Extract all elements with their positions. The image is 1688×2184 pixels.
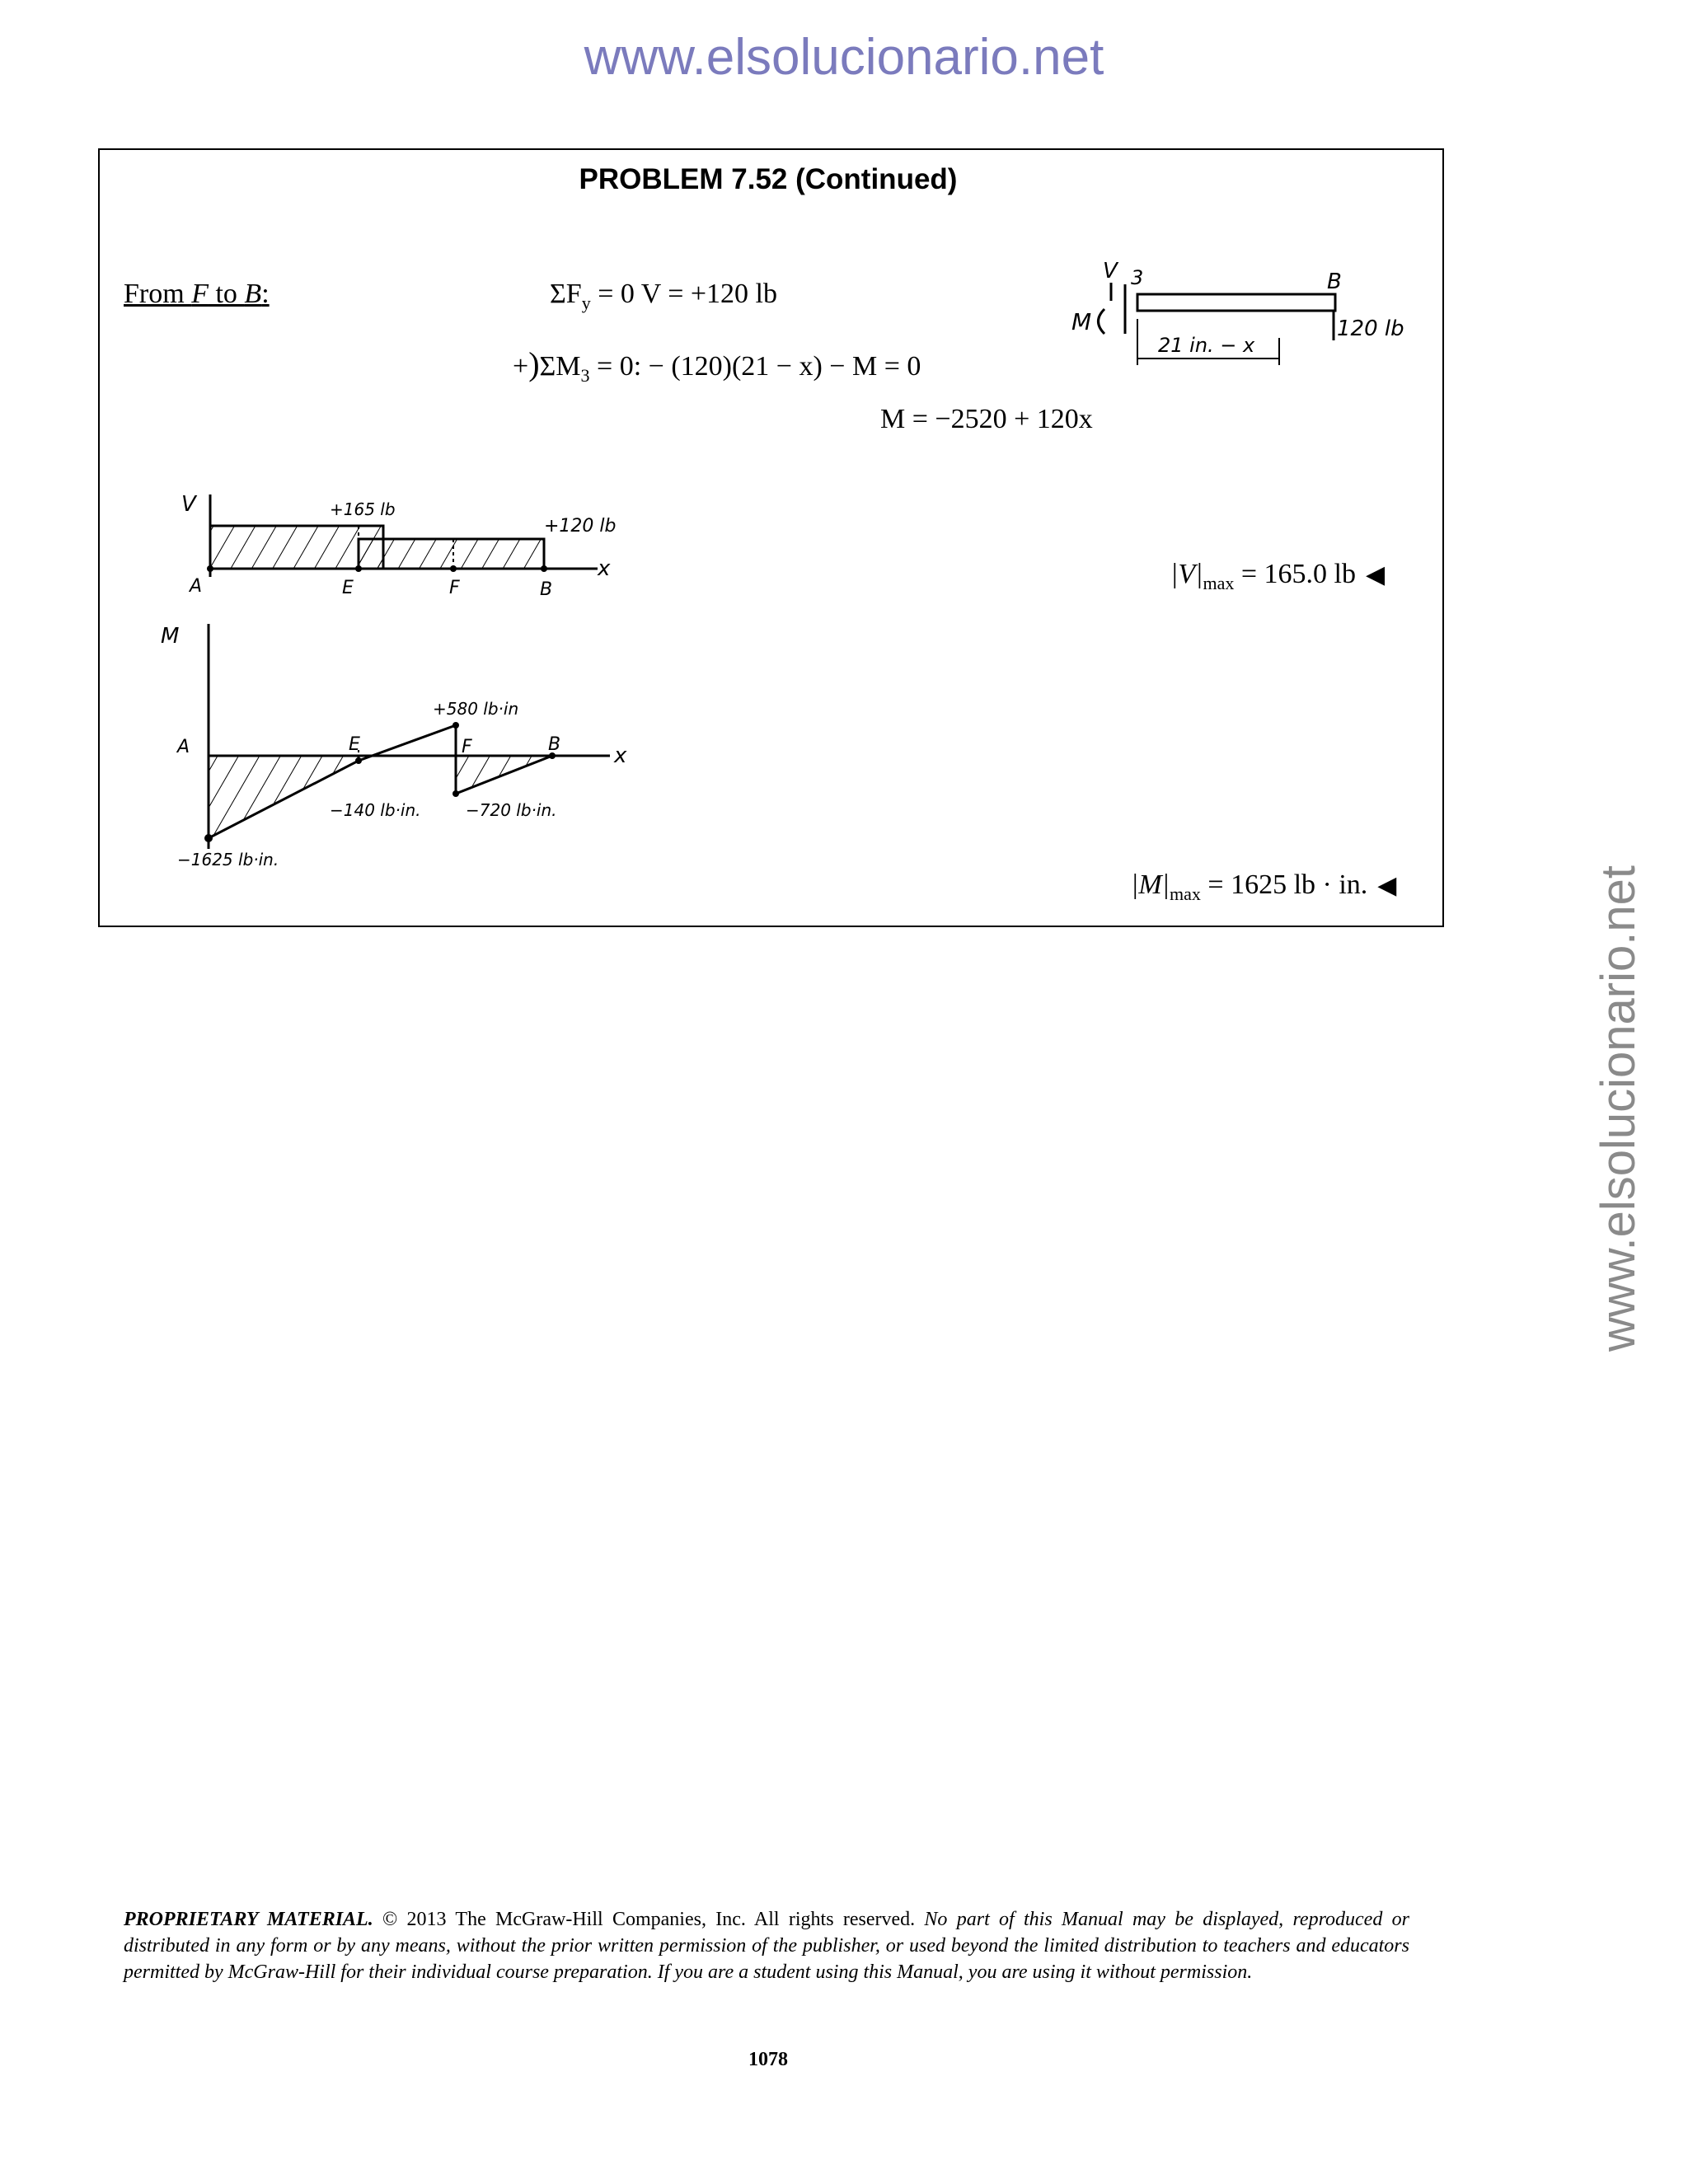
moment-sign: + — [513, 351, 529, 382]
shear-x-label: x — [598, 556, 611, 581]
moment-value-580: +580 lb·in — [433, 699, 519, 719]
page-number: 1078 — [748, 2049, 788, 2070]
fbd-m-label: M — [1071, 308, 1092, 335]
shear-value-120: +120 lb — [544, 516, 617, 537]
moment-point-e: E — [349, 734, 360, 755]
shear-segment-eb — [359, 539, 544, 569]
answer-marker-icon: ◀ — [1377, 872, 1397, 899]
shear-point-b: B — [540, 579, 553, 600]
fbd-section-label: 3 — [1131, 266, 1144, 289]
problem-title: PROBLEM 7.52 (Continued) — [579, 163, 958, 195]
watermark-top: www.elsolucionario.net — [584, 29, 1104, 86]
shear-value-165: +165 lb — [330, 499, 396, 519]
equation-sum-m3: $+)\Sigma M_3 = 0$: − (120)(21 − x) − M = 0 — [513, 345, 921, 386]
shear-axis-label: V — [181, 492, 196, 517]
watermark-side: www.elsolucionario.net — [1592, 865, 1645, 1352]
section-label: From F to B: — [124, 279, 270, 309]
shear-point-f: F — [449, 578, 460, 598]
moment-point-b: B — [548, 734, 561, 755]
moment-region-fb — [456, 756, 552, 794]
equation-moment: M = −2520 + 120x — [880, 404, 1093, 434]
fbd-beam — [1137, 294, 1335, 311]
moment-point-f: F — [462, 737, 472, 757]
fbd-b-label: B — [1327, 269, 1342, 294]
free-body-diagram — [1071, 259, 1404, 375]
moment-value-720: −720 lb·in. — [466, 800, 557, 820]
moment-region-ae — [209, 756, 359, 838]
result-mmax: $|M|_{max} = 1625$ lb · in. ◀ — [1131, 869, 1397, 904]
fbd-m-arrow — [1099, 309, 1105, 334]
fbd-force-label: 120 lb — [1337, 316, 1404, 341]
shear-point-e: E — [342, 578, 354, 598]
moment-point-a: A — [177, 737, 190, 757]
fbd-dimension-label: 21 in. − x — [1158, 334, 1255, 357]
copyright-footer: PROPRIETARY MATERIAL. © 2013 The McGraw-Hill Companies, Inc. All rights reserved. No part of this Manual may be displayed, reproduced or distributed in any form or by any means, without the prior written permission of the publisher, or used beyond the limited distribution to teachers and educators permitted by McGraw-Hill for their individual course preparation. If you are a student using this Manual, you are using it without permission. — [124, 1909, 1409, 1983]
fbd-v-label: V — [1103, 259, 1118, 284]
shear-diagram — [173, 486, 635, 602]
moment-value-1625: −1625 lb·in. — [177, 850, 279, 869]
moment-diagram — [152, 614, 663, 882]
answer-marker-icon: ◀ — [1365, 561, 1386, 588]
moment-value-140: −140 lb·in. — [330, 800, 421, 820]
shear-point-a: A — [190, 576, 203, 597]
moment-axis-label: M — [161, 624, 180, 649]
result-vmax: $|V|_{max} = 165.0$ lb ◀ — [1170, 559, 1386, 593]
equation-sum-fy: $\Sigma F_y = 0$ V = +120 lb — [550, 279, 777, 313]
moment-x-label: x — [614, 743, 627, 768]
